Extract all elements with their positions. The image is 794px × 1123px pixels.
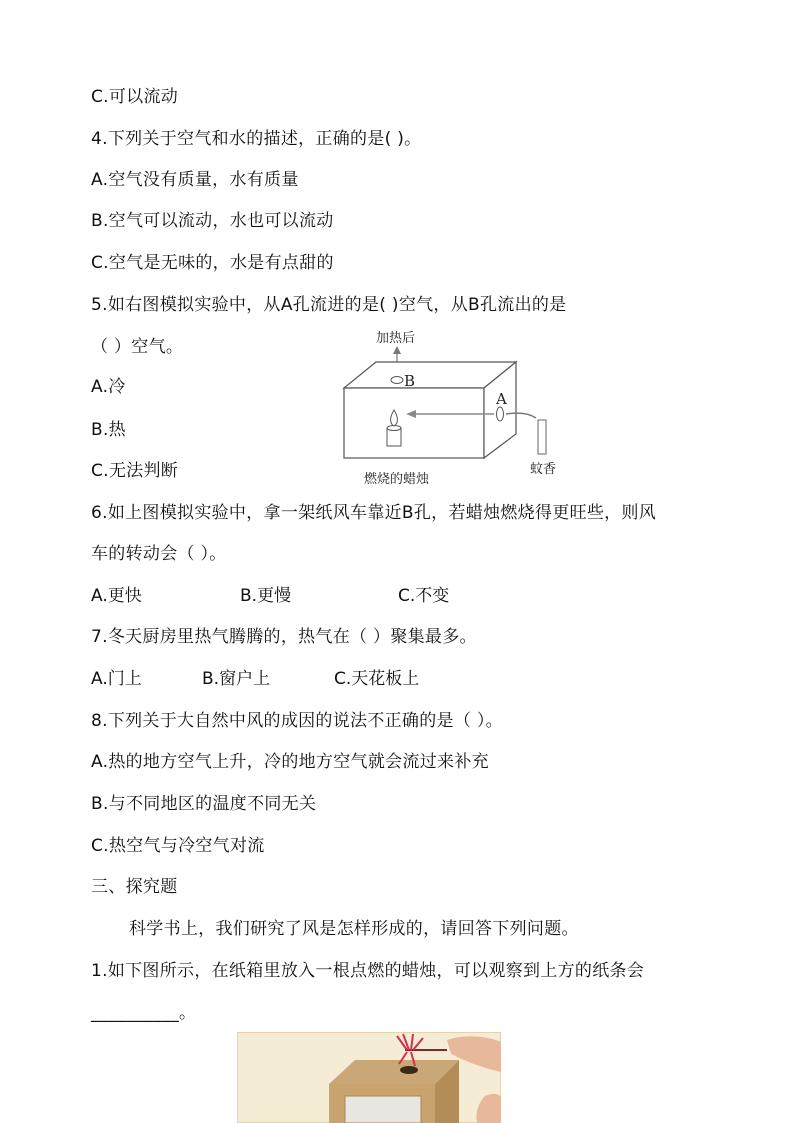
question-5-option-c: C.无法判断 xyxy=(91,461,179,481)
question-7-option-c: C.天花板上 xyxy=(334,669,420,689)
question-4-option-c: C.空气是无味的，水是有点甜的 xyxy=(91,253,334,273)
cardboard-box-photo xyxy=(237,1032,501,1123)
option-line: C.可以流动 xyxy=(91,87,179,107)
question-6-cont: 车的转动会（ ）。 xyxy=(91,544,227,564)
question-7: 7.冬天厨房里热气腾腾的，热气在（ ）聚集最多。 xyxy=(91,627,477,647)
question-7-option-a: A.门上 xyxy=(91,669,142,689)
question-6-option-b: B.更慢 xyxy=(240,586,292,606)
problem-1-blank: __________。 xyxy=(91,1003,197,1023)
question-8-option-c: C.热空气与冷空气对流 xyxy=(91,836,265,856)
question-5: 5.如右图模拟实验中，从A孔流进的是( )空气，从B孔流出的是 xyxy=(91,295,567,315)
question-6-option-a: A.更快 xyxy=(91,586,142,606)
convection-box-figure xyxy=(340,328,580,488)
figure-label-a: A xyxy=(496,390,507,408)
question-5-option-b: B.热 xyxy=(91,420,126,440)
figure-label-heated: 加热后 xyxy=(376,331,416,346)
section-3-title: 三、探究题 xyxy=(91,877,178,897)
question-4-option-b: B.空气可以流动，水也可以流动 xyxy=(91,211,334,231)
problem-1: 1.如下图所示，在纸箱里放入一根点燃的蜡烛，可以观察到上方的纸条会 xyxy=(91,961,645,981)
question-8-option-a: A.热的地方空气上升，冷的地方空气就会流过来补充 xyxy=(91,752,489,772)
question-6-option-c: C.不变 xyxy=(398,586,450,606)
question-4: 4.下列关于空气和水的描述，正确的是( )。 xyxy=(91,129,422,149)
section-3-intro: 科学书上，我们研究了风是怎样形成的，请回答下列问题。 xyxy=(129,919,579,939)
question-6: 6.如上图模拟实验中，拿一架纸风车靠近B孔，若蜡烛燃烧得更旺些，则风 xyxy=(91,503,657,523)
question-4-option-a: A.空气没有质量，水有质量 xyxy=(91,170,299,190)
question-5-cont: （ ）空气。 xyxy=(91,337,184,357)
question-7-option-b: B.窗户上 xyxy=(202,669,271,689)
question-8: 8.下列关于大自然中风的成因的说法不正确的是（ ）。 xyxy=(91,711,503,731)
figure-label-incense: 蚊香 xyxy=(530,462,557,477)
figure-label-candle: 燃烧的蜡烛 xyxy=(364,472,430,487)
figure-label-b: B xyxy=(404,372,416,390)
question-5-option-a: A.冷 xyxy=(91,377,126,397)
question-8-option-b: B.与不同地区的温度不同无关 xyxy=(91,794,317,814)
